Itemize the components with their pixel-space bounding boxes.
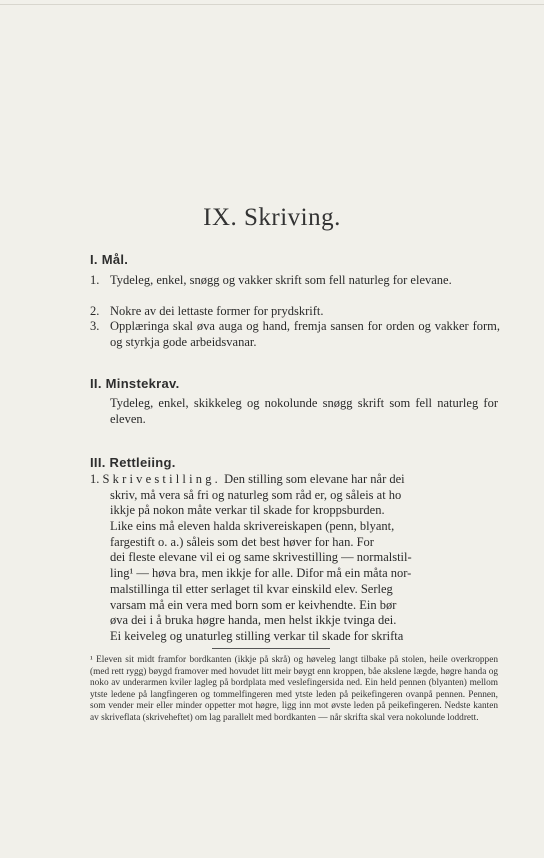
list-item [90,304,500,320]
chapter-title: IX. Skriving. [203,204,341,231]
text-line: Ei keiveleg og unaturleg stilling verkar til skade for skrifta [110,628,404,643]
item-text: Nokre av dei lettaste former for prydskrift. [110,304,324,318]
text-line: Like eins må eleven halda skrivereiskapen (penn, blyant, [110,519,395,534]
text-line: ikkje på nokon måte verkar til skade for kroppsburden. [110,503,385,518]
section-2-text: Tydeleg, enkel, skikkeleg og nokolunde snøgg skrift som fell naturleg for eleven. [110,396,498,426]
text-line: ling¹ — høva bra, men ikkje for alle. Difor må ein måta nor- [110,566,412,581]
list-item [90,319,500,350]
section-2-heading: II. Minstekrav. [90,376,180,391]
item-number: 3. [90,319,100,333]
text-line: malstillinga til etter serlaget til kvar einskild elev. Serleg [110,581,393,596]
section-1-heading: I. Mål. [90,252,129,267]
text-line: øva dei i å bruka høgre handa, men helst ikkje tvinga dei. [110,613,397,628]
footnote-divider [212,648,330,649]
item-text: Opplæringa skal øva auga og hand, fremja sansen for orden og vakker form, og styrkja gode arbeidsvanar. [110,319,500,349]
section-3-heading: III. Rettleiing. [90,455,176,470]
section-3-body [90,472,498,645]
page-top-edge [0,4,544,5]
item-number: 1. [90,273,100,287]
text-line: 1. Skrivestilling. Den stilling som elevane har når dei [90,472,405,486]
text-line: varsam må ein vera med born som er keivhendte. Ein bør [110,597,397,612]
item-number: 2. [90,304,100,318]
text-line: fargestift o. a.) såleis som det best høver for han. For [110,534,374,549]
text-line: dei fleste elevane vil ei og same skrivestilling — normalstil- [110,550,412,565]
item-lead: Skrivestilling. [102,472,221,486]
text-line: skriv, må vera så fri og naturleg som råd er, og såleis at ho [110,487,402,502]
item-text: Tydeleg, enkel, snøgg og vakker skrift som fell naturleg for elevane. [110,273,452,287]
footnote: ¹ Eleven sit midt framfor bordkanten (ikkje på skrå) og høveleg langt tilbake på stolen, heile overkroppen (med rett rygg) bøygd framover med hovudet litt meir bøygt enn kroppen, båe akslene lægde, høgre handa og noko av underarmen kviler lagleg på bordplata med veslefingersida ned. Ein held pennen (blyanten) mellom ytste ledene på langfingeren og tommelfingeren med ytste leden på peikefingeren ovanpå pennen. Pennen, som vender meir eller minder oppetter mot høgre, ligg inn mot øvste leden på peikefingeren. Nedste kanten av skriveflata (skriveheftet) om lag parallelt med bordkanten — når skrifta skal vera nokolunde loddrett. [90,655,498,723]
list-item [90,273,500,289]
item-number: 1. [90,472,100,486]
